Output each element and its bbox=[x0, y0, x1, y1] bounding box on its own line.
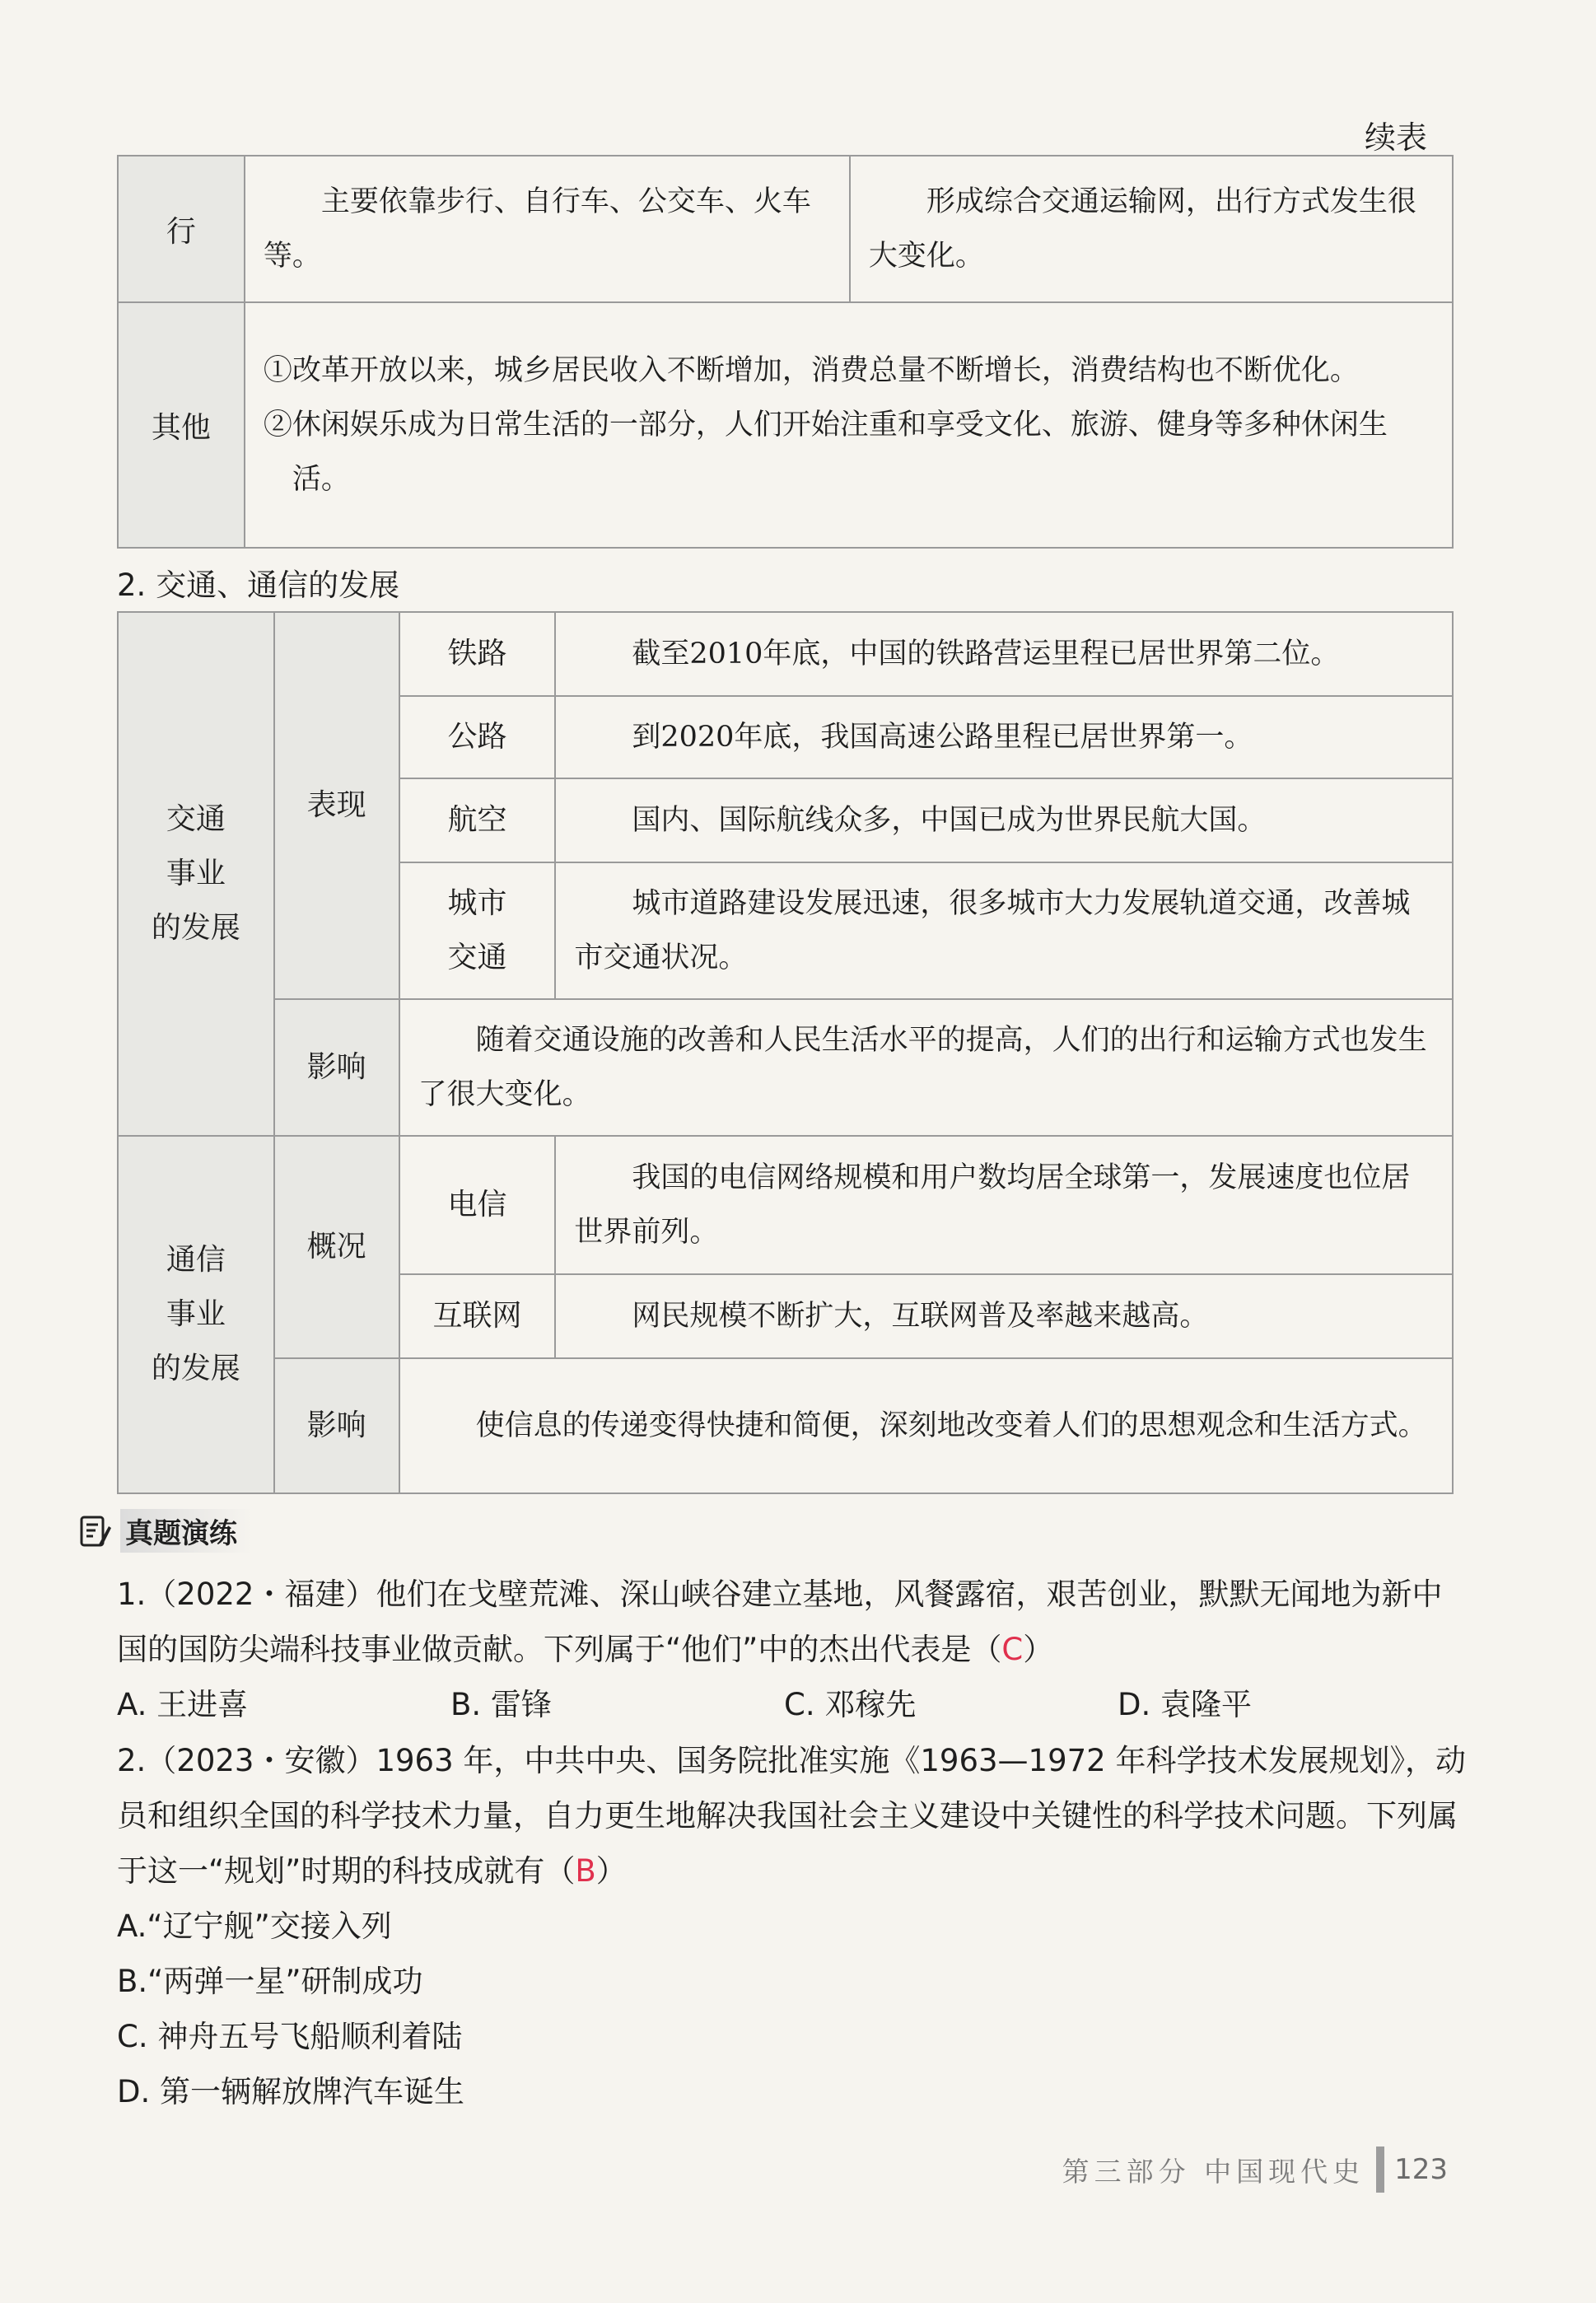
footer-section: 第三部分 中国现代史 bbox=[1062, 2155, 1365, 2188]
continued-label: 续表 bbox=[1364, 119, 1427, 156]
urban-transport-text: 城市道路建设发展迅速，很多城市大力发展轨道交通，改善城市交通状况。 bbox=[555, 862, 1453, 999]
question-2-stem bbox=[117, 1733, 1468, 1899]
transport-impact-label: 影响 bbox=[274, 999, 399, 1136]
question-1-options bbox=[117, 1677, 1468, 1732]
travel-after-cell: 形成综合交通运输网，出行方式发生很大变化。 bbox=[850, 156, 1453, 302]
other-item-1: ①改革开放以来，城乡居民收入不断增加，消费总量不断增长，消费结构也不断优化。 bbox=[263, 354, 1359, 387]
practice-header bbox=[79, 1509, 252, 1553]
question-2-close: ） bbox=[595, 1853, 627, 1889]
question-2-text: 2.（2023・安徽）1963 年，中共中央、国务院批准实施《1963—1972 年科学技术发展规划》，动员和组织全国的科学技术力量，自力更生地解决我国社会主义建设中关键性的科学技术问题。下列属于这一“规划”时期的科技成就有（ bbox=[117, 1743, 1466, 1889]
railway-text: 截至2010年底，中国的铁路营运里程已居世界第二位。 bbox=[555, 612, 1453, 696]
table-row bbox=[118, 156, 1453, 302]
question-1 bbox=[117, 1567, 1468, 1732]
section-heading: 2. 交通、通信的发展 bbox=[117, 568, 400, 603]
option-a: A.“辽宁舰”交接入列 bbox=[117, 1908, 392, 1944]
option-a: A. 王进喜 bbox=[117, 1687, 249, 1722]
other-cell bbox=[245, 302, 1453, 548]
question-1-close: ） bbox=[1023, 1632, 1054, 1667]
table-row bbox=[118, 612, 1453, 696]
travel-before-cell: 主要依靠步行、自行车、公交车、火车等。 bbox=[245, 156, 850, 302]
question-2 bbox=[117, 1733, 1468, 2119]
transport-label: 交通 事业 的发展 bbox=[118, 612, 274, 1136]
highway-text: 到2020年底，我国高速公路里程已居世界第一。 bbox=[555, 696, 1453, 778]
footer-divider bbox=[1376, 2147, 1384, 2193]
row-label-travel: 行 bbox=[118, 156, 245, 302]
aviation-text: 国内、国际航线众多，中国已成为世界民航大国。 bbox=[555, 778, 1453, 862]
comm-impact-label: 影响 bbox=[274, 1358, 399, 1493]
telecom-text: 我国的电信网络规模和用户数均居全球第一，发展速度也位居世界前列。 bbox=[555, 1136, 1453, 1274]
question-1-stem bbox=[117, 1567, 1468, 1677]
page-footer bbox=[1062, 2147, 1448, 2193]
comm-overview-label: 概况 bbox=[274, 1136, 399, 1358]
comm-label: 通信 事业 的发展 bbox=[118, 1136, 274, 1493]
table-row bbox=[118, 302, 1453, 548]
option-c: C. 邓稼先 bbox=[784, 1687, 917, 1722]
urban-transport-label: 城市 交通 bbox=[399, 862, 556, 999]
aviation-label: 航空 bbox=[399, 778, 556, 862]
transport-perf-label: 表现 bbox=[274, 612, 399, 999]
practice-label: 真题演练 bbox=[120, 1509, 252, 1553]
notepad-pen-icon bbox=[79, 1513, 112, 1549]
option-d: D. 第一辆解放牌汽车诞生 bbox=[117, 2074, 465, 2109]
page-number: 123 bbox=[1394, 2153, 1448, 2186]
comm-impact-text: 使信息的传递变得快捷和简便，深刻地改变着人们的思想观念和生活方式。 bbox=[399, 1358, 1453, 1493]
transport-impact-text: 随着交通设施的改善和人民生活水平的提高，人们的出行和运输方式也发生了很大变化。 bbox=[399, 999, 1453, 1136]
option-c: C. 神舟五号飞船顺利着陆 bbox=[117, 2019, 463, 2054]
row-label-other: 其他 bbox=[118, 302, 245, 548]
table-row bbox=[118, 1358, 1453, 1493]
other-item-2: ②休闲娱乐成为日常生活的一部分，人们开始注重和享受文化、旅游、健身等多种休闲生活。 bbox=[263, 409, 1388, 496]
internet-label: 互联网 bbox=[399, 1274, 556, 1358]
question-1-text: 1.（2022・福建）他们在戈壁荒滩、深山峡谷建立基地，风餐露宿，艰苦创业，默默无闻地为新中国的国防尖端科技事业做贡献。下列属于“他们”中的杰出代表是（ bbox=[117, 1577, 1443, 1667]
railway-label: 铁路 bbox=[399, 612, 556, 696]
table-row bbox=[118, 999, 1453, 1136]
telecom-label: 电信 bbox=[399, 1136, 556, 1274]
question-1-answer: C bbox=[1001, 1632, 1024, 1667]
table-row bbox=[118, 1136, 1453, 1274]
highway-label: 公路 bbox=[399, 696, 556, 778]
question-2-answer: B bbox=[575, 1853, 596, 1889]
internet-text: 网民规模不断扩大，互联网普及率越来越高。 bbox=[555, 1274, 1453, 1358]
lifestyle-table-continued bbox=[117, 155, 1454, 549]
option-b: B. 雷锋 bbox=[450, 1687, 552, 1722]
option-b: B.“两弹一星”研制成功 bbox=[117, 1964, 423, 1999]
option-d: D. 袁隆平 bbox=[1118, 1687, 1253, 1722]
transport-communication-table bbox=[117, 611, 1454, 1494]
